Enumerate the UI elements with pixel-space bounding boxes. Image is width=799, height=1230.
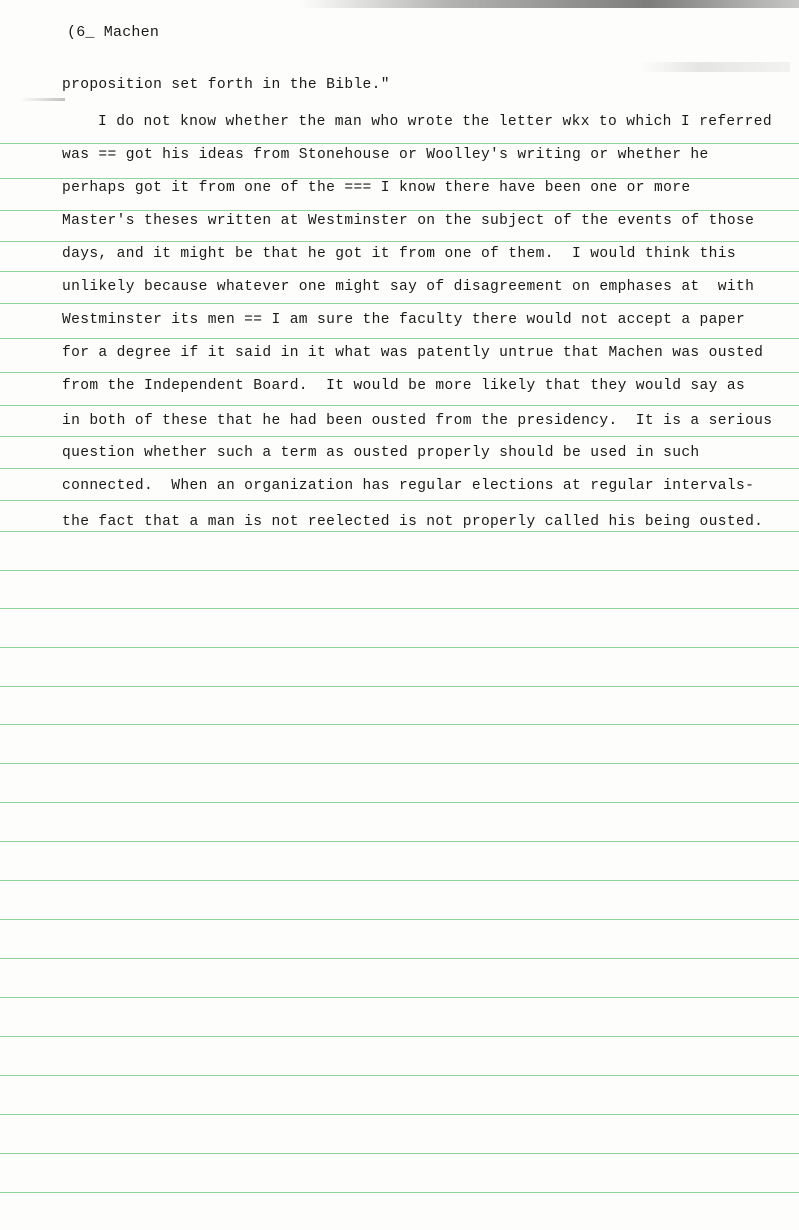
ruled-line — [0, 303, 799, 304]
ruled-line — [0, 1153, 799, 1154]
ruled-line — [0, 608, 799, 609]
scan-smudge — [640, 62, 790, 72]
ruled-line — [0, 143, 799, 144]
ruled-line — [0, 1114, 799, 1115]
text-line: from the Independent Board. It would be more likely that they would say as — [62, 378, 746, 394]
ruled-line — [0, 880, 799, 881]
ruled-line — [0, 1036, 799, 1037]
text-line: question whether such a term as ousted properly should be used in such — [62, 445, 700, 461]
text-line: days, and it might be that he got it from one of them. I would think this — [62, 246, 736, 262]
ruled-line — [0, 531, 799, 532]
ruled-line — [0, 763, 799, 764]
text-line: proposition set forth in the Bible." — [62, 77, 390, 93]
ruled-line — [0, 724, 799, 725]
text-line: Master's theses written at Westminster on the subject of the events of those — [62, 213, 755, 229]
ruled-line — [0, 338, 799, 339]
ruled-line — [0, 841, 799, 842]
scan-mark — [20, 98, 65, 101]
page-header: (6_ Machen — [67, 24, 160, 41]
ruled-line — [0, 686, 799, 687]
ruled-line — [0, 468, 799, 469]
ruled-line — [0, 919, 799, 920]
text-line: was == got his ideas from Stonehouse or Woolley's writing or whether he — [62, 147, 709, 163]
ruled-line — [0, 570, 799, 571]
ruled-line — [0, 241, 799, 242]
ruled-line — [0, 500, 799, 501]
ruled-line — [0, 1075, 799, 1076]
ruled-line — [0, 958, 799, 959]
ruled-line — [0, 997, 799, 998]
text-line: perhaps got it from one of the === I know there have been one or more — [62, 180, 691, 196]
ruled-line — [0, 1192, 799, 1193]
text-line: for a degree if it said in it what was patently untrue that Machen was ousted — [62, 345, 764, 361]
ruled-line — [0, 405, 799, 406]
text-line: in both of these that he had been ousted from the presidency. It is a serious — [62, 413, 773, 429]
ruled-line — [0, 802, 799, 803]
ruled-line — [0, 271, 799, 272]
ruled-line — [0, 436, 799, 437]
scan-smudge — [300, 0, 799, 8]
text-line: unlikely because whatever one might say of disagreement on emphases at with — [62, 279, 755, 295]
ruled-line — [0, 210, 799, 211]
text-line: Westminster its men == I am sure the faculty there would not accept a paper — [62, 312, 746, 328]
text-line: I do not know whether the man who wrote the letter wkx to which I referred — [98, 114, 772, 130]
ruled-line — [0, 647, 799, 648]
ruled-line — [0, 372, 799, 373]
text-line: the fact that a man is not reelected is not properly called his being ousted. — [62, 514, 764, 530]
text-line: connected. When an organization has regular elections at regular intervals- — [62, 478, 755, 494]
